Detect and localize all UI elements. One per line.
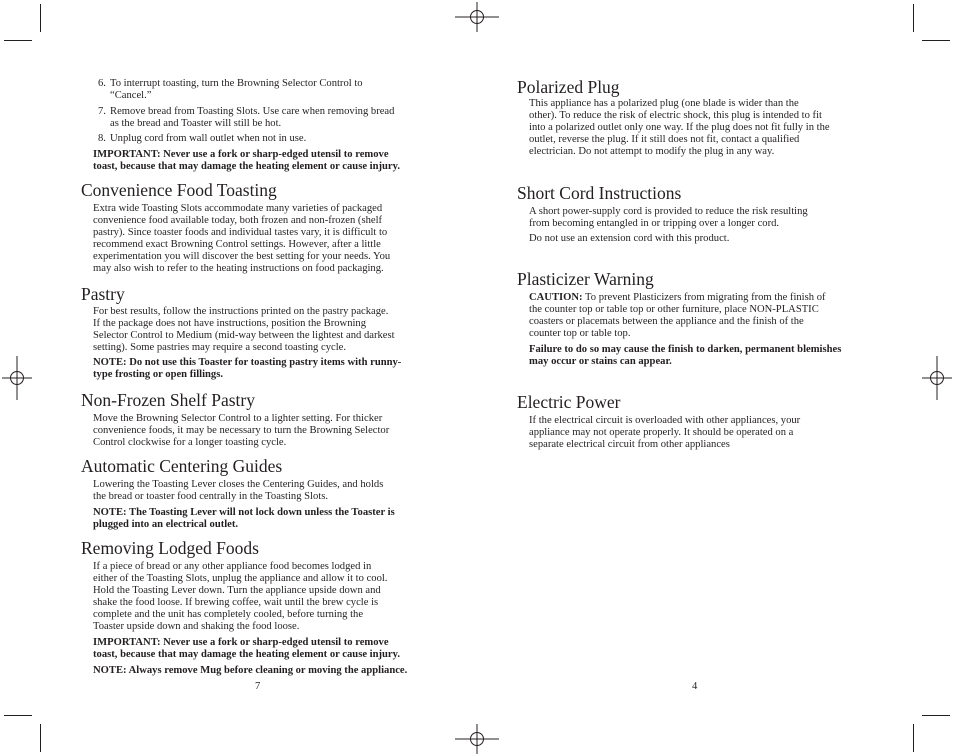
body-text: Lowering the Toasting Lever closes the Centering Guides, and holds xyxy=(93,479,384,490)
important-text: IMPORTANT: Never use a fork or sharp-edged utensil to remove xyxy=(93,149,389,160)
body-text: pastry). Since toaster foods and individual tastes vary, it is difficult to xyxy=(93,227,388,238)
list-item-text: Remove bread from Toasting Slots. Use care when removing bread xyxy=(110,106,395,117)
registration-mark-icon xyxy=(455,2,499,32)
section-heading: Electric Power xyxy=(517,392,621,412)
section-heading: Short Cord Instructions xyxy=(517,183,682,203)
section-heading: Polarized Plug xyxy=(517,77,620,97)
note-text: NOTE: Always remove Mug before cleaning or moving the appliance. xyxy=(93,665,408,676)
body-text: counter top or table top. xyxy=(529,328,631,339)
list-item-text: “Cancel.” xyxy=(110,90,152,101)
page-number: 7 xyxy=(255,681,261,692)
body-text: Selector Control to Medium (mid-way between the lightest and darkest xyxy=(93,330,395,341)
section-heading: Pastry xyxy=(81,284,125,304)
body-text: either of the Toasting Slots, unplug the appliance and allow it to cool. xyxy=(93,573,388,584)
list-number: 8. xyxy=(98,133,106,144)
note-text: plugged into an electrical outlet. xyxy=(93,519,239,530)
body-text: Do not use an extension cord with this product. xyxy=(529,233,730,244)
body-text: Hold the Toasting Lever down. Turn the appliance upside down and xyxy=(93,585,381,596)
registration-mark-icon xyxy=(922,356,952,400)
body-text: recommend exact Browning Control settings. However, after a little xyxy=(93,239,381,250)
registration-mark-icon xyxy=(455,724,499,754)
crop-mark xyxy=(922,715,950,716)
important-text: toast, because that may damage the heating element or cause injury. xyxy=(93,161,400,172)
note-text: NOTE: Do not use this Toaster for toasting pastry items with runny- xyxy=(93,357,402,368)
body-text: Control clockwise for a longer toasting cycle. xyxy=(93,437,287,448)
body-text: If the package does not have instructions, position the Browning xyxy=(93,318,367,329)
body-text: This appliance has a polarized plug (one blade is wider than the xyxy=(529,98,799,109)
body-text: appliance may not operate properly. It should be operated on a xyxy=(529,427,794,438)
caution-text xyxy=(529,292,826,304)
section-heading: Non-Frozen Shelf Pastry xyxy=(81,390,256,410)
body-text: the counter top or table top or other furniture, place NON-PLASTIC xyxy=(529,304,819,315)
body-text: the bread or toaster food centrally in the Toasting Slots. xyxy=(93,491,329,502)
list-item-text: Unplug cord from wall outlet when not in use. xyxy=(110,133,307,144)
body-text: If the electrical circuit is overloaded with other appliances, your xyxy=(529,415,801,426)
section-heading: Plasticizer Warning xyxy=(517,269,654,289)
body-text: complete and the unit has completely cooled, before turning the xyxy=(93,609,364,620)
crop-mark xyxy=(40,724,41,752)
note-text: type frosting or open fillings. xyxy=(93,369,223,380)
caution-body: To prevent Plasticizers from migrating from the finish of xyxy=(582,292,826,303)
body-text: Extra wide Toasting Slots accommodate many varieties of packaged xyxy=(93,203,383,214)
crop-mark xyxy=(40,4,41,32)
caution-label: CAUTION: xyxy=(529,292,583,303)
crop-mark xyxy=(913,4,914,32)
registration-mark-icon xyxy=(2,356,32,400)
section-heading: Convenience Food Toasting xyxy=(81,180,277,200)
important-text: IMPORTANT: Never use a fork or sharp-edged utensil to remove xyxy=(93,637,389,648)
crop-mark xyxy=(922,40,950,41)
body-text: other). To reduce the risk of electric shock, this plug is intended to fit xyxy=(529,110,822,121)
crop-mark xyxy=(4,40,32,41)
body-text: If a piece of bread or any other appliance food becomes lodged in xyxy=(93,561,372,572)
important-text: toast, because that may damage the heating element or cause injury. xyxy=(93,649,400,660)
body-text: from becoming entangled in or tripping over a longer cord. xyxy=(529,218,780,229)
page-number: 4 xyxy=(692,681,698,692)
section-heading: Removing Lodged Foods xyxy=(81,538,259,558)
body-text: outlet, reverse the plug. If it still does not fit, contact a qualified xyxy=(529,134,800,145)
note-text: NOTE: The Toasting Lever will not lock down unless the Toaster is xyxy=(93,507,395,518)
section-heading: Automatic Centering Guides xyxy=(81,456,283,476)
body-text: Toaster upside down and shaking the food loose. xyxy=(93,621,300,632)
body-text: setting). Some pastries may require a second toasting cycle. xyxy=(93,342,346,353)
body-text: into a polarized outlet only one way. If the plug does not fit fully in the xyxy=(529,122,830,133)
body-text: convenience foods, it may be necessary to turn the Browning Selector xyxy=(93,425,390,436)
body-text: experimentation you will discover the best setting for your needs. You xyxy=(93,251,391,262)
crop-mark xyxy=(913,724,914,752)
body-text: coasters or placemats between the appliance and the finish of the xyxy=(529,316,804,327)
body-text: may also wish to refer to the heating instructions on food packaging. xyxy=(93,263,384,274)
body-text: convenience food available today, both frozen and non-frozen (shelf xyxy=(93,215,383,226)
body-text: shake the food loose. If brewing coffee, wait until the brew cycle is xyxy=(93,597,379,608)
body-text: For best results, follow the instructions printed on the pastry package. xyxy=(93,306,389,317)
warning-text: Failure to do so may cause the finish to darken, permanent blemishes xyxy=(529,344,842,355)
body-text: A short power-supply cord is provided to reduce the risk resulting xyxy=(529,206,808,217)
body-text: Move the Browning Selector Control to a lighter setting. For thicker xyxy=(93,413,383,424)
body-text: electrician. Do not attempt to modify the plug in any way. xyxy=(529,146,775,157)
list-number: 7. xyxy=(98,106,106,117)
list-number: 6. xyxy=(98,78,106,89)
body-text: separate electrical circuit from other appliances xyxy=(529,439,730,450)
list-item-text: as the bread and Toaster will still be hot. xyxy=(110,118,282,129)
crop-mark xyxy=(4,715,32,716)
warning-text: may occur or stains can appear. xyxy=(529,356,672,367)
list-item-text: To interrupt toasting, turn the Browning Selector Control to xyxy=(110,78,363,89)
